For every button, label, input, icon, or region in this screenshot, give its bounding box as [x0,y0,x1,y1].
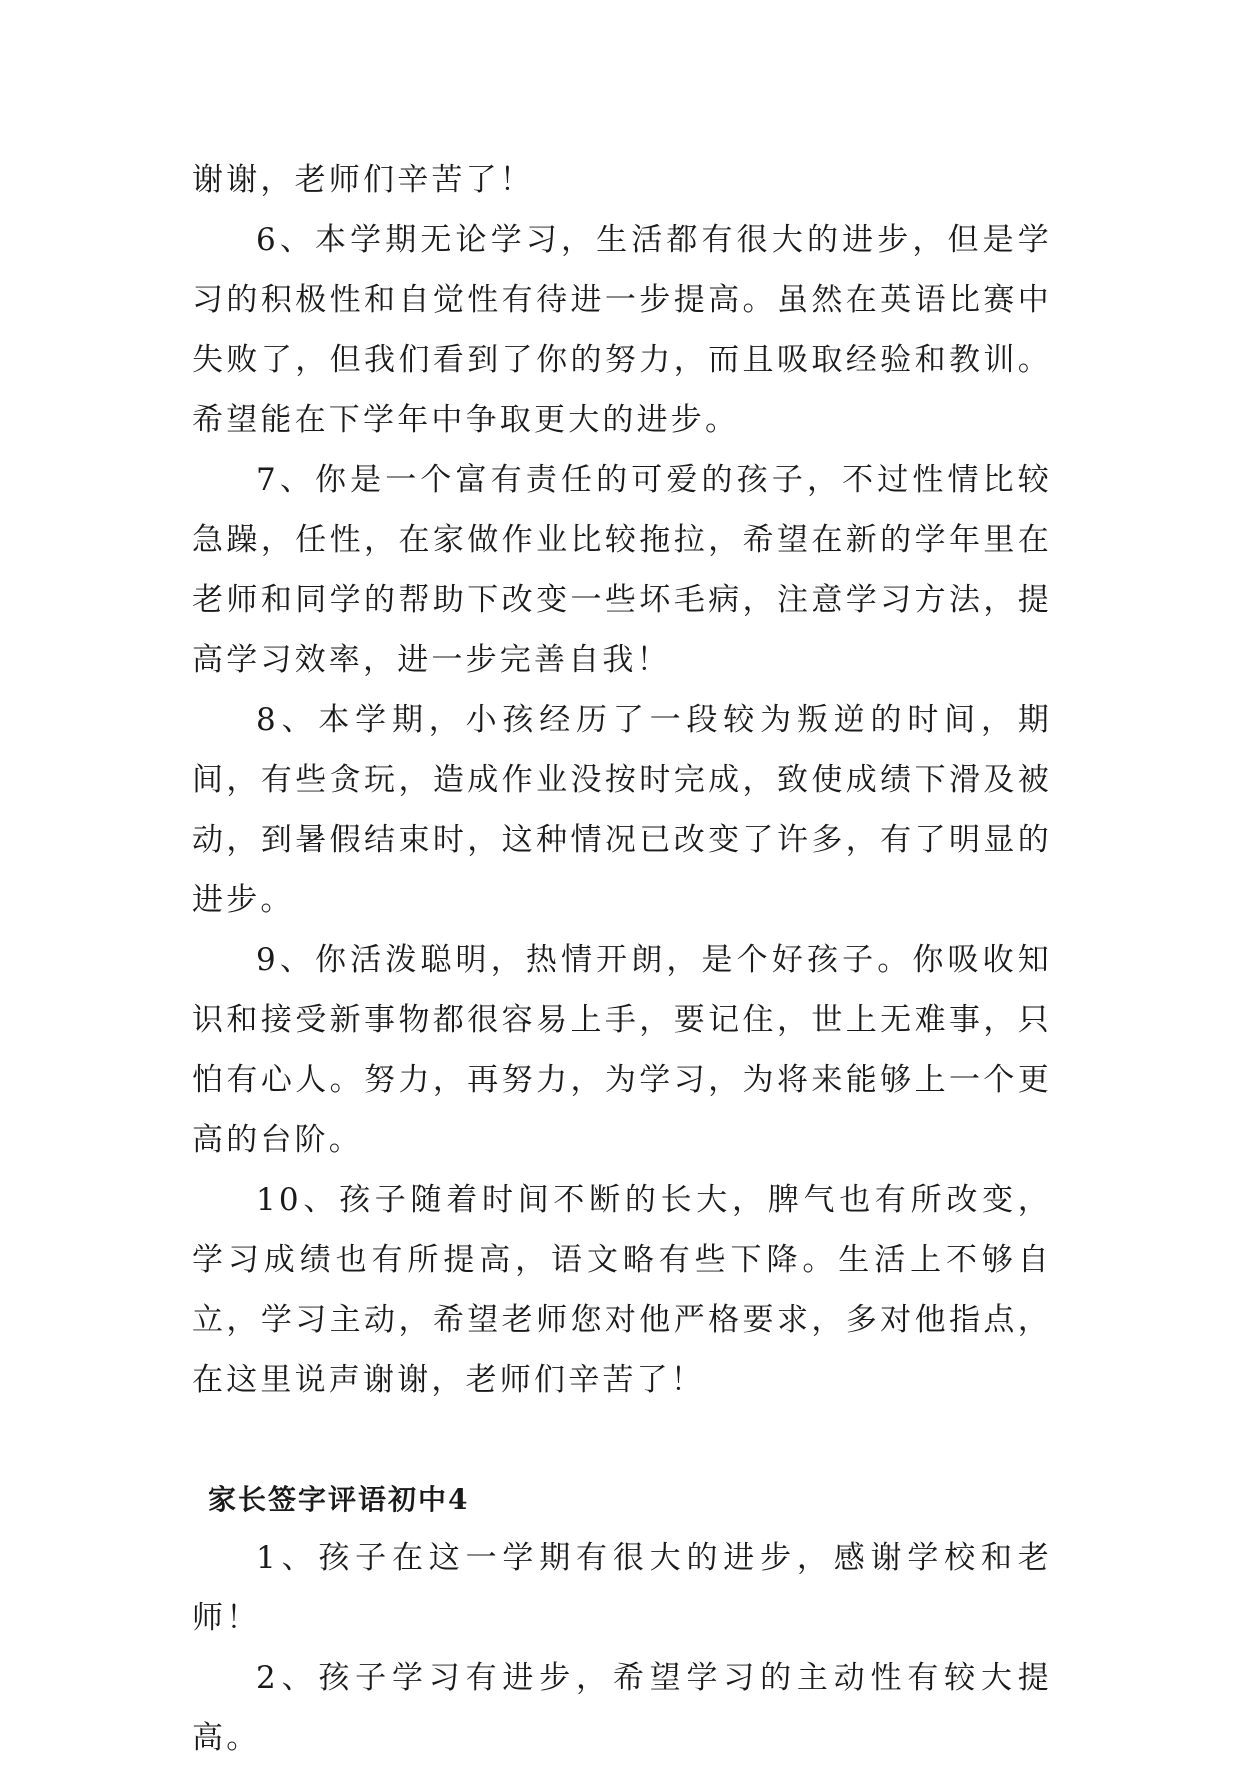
section-heading: 家长签字评语初中4 [208,1483,470,1516]
comment-paragraph-2: 2、孩子学习有进步，希望学习的主动性有较大提高。 [192,1660,1052,1756]
comment-paragraph-6: 6、本学期无论学习，生活都有很大的进步，但是学习的积极性和自觉性有待进一步提高。虽然在英语比赛中失败了，但我们看到了你的努力，而且吸取经验和教训。希望能在下学年中争取更大的进步。 [192,222,1052,438]
comment-paragraph-7: 7、你是一个富有责任的可爱的孩子，不过性情比较急躁，任性，在家做作业比较拖拉，希望在新的学年里在老师和同学的帮助下改变一些坏毛病，注意学习方法，提高学习效率，进一步完善自我！ [192,462,1052,678]
comment-paragraph-8: 8、本学期，小孩经历了一段较为叛逆的时间，期间，有些贪玩，造成作业没按时完成，致使成绩下滑及被动，到暑假结束时，这种情况已改变了许多，有了明显的进步。 [192,702,1052,918]
document-body [192,150,1052,1768]
paragraph-continuation: 谢谢，老师们辛苦了！ [192,162,534,198]
comment-paragraph-10: 10、孩子随着时间不断的长大，脾气也有所改变，学习成绩也有所提高，语文略有些下降。生活上不够自立，学习主动，希望老师您对他严格要求，多对他指点，在这里说声谢谢，老师们辛苦了！ [192,1182,1052,1398]
comment-paragraph-1: 1、孩子在这一学期有很大的进步，感谢学校和老师！ [192,1540,1052,1636]
comment-paragraph-9: 9、你活泼聪明，热情开朗，是个好孩子。你吸收知识和接受新事物都很容易上手，要记住，世上无难事，只怕有心人。努力，再努力，为学习，为将来能够上一个更高的台阶。 [192,942,1052,1158]
